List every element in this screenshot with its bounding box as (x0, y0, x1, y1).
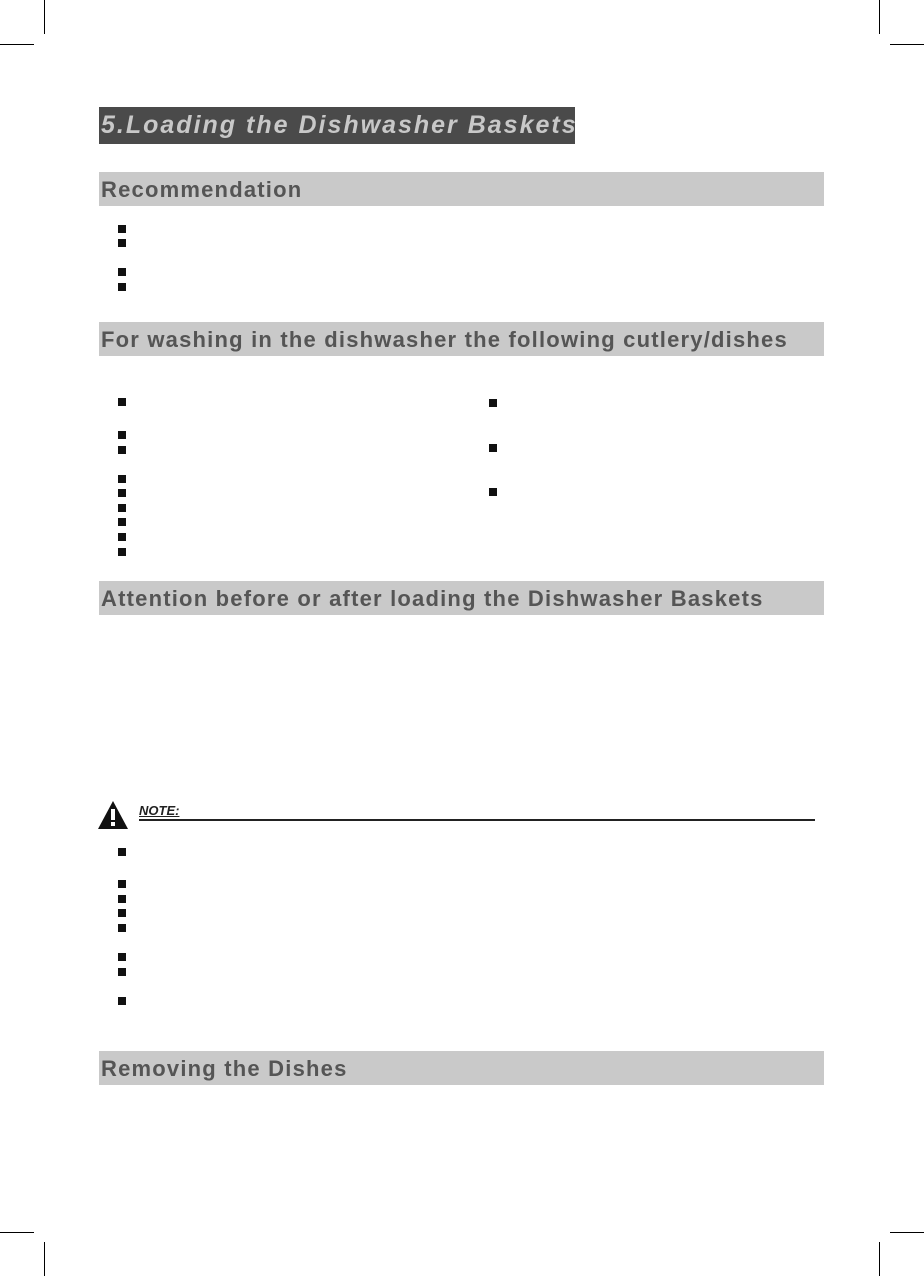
square-bullet-icon (118, 431, 126, 439)
crop-mark (0, 1232, 34, 1233)
square-bullet-icon (118, 880, 126, 888)
square-bullet-icon (118, 504, 126, 512)
note-rule (139, 819, 815, 821)
note-block (97, 800, 817, 830)
crop-mark (890, 44, 924, 45)
square-bullet-icon (118, 997, 126, 1005)
square-bullet-icon (489, 444, 497, 452)
square-bullet-icon (118, 548, 126, 556)
square-bullet-icon (118, 446, 126, 454)
square-bullet-icon (118, 489, 126, 497)
chapter-title: 5.Loading the Dishwasher Baskets (99, 107, 575, 144)
square-bullet-icon (118, 518, 126, 526)
square-bullet-icon (118, 848, 126, 856)
note-label: NOTE: (139, 803, 180, 818)
crop-mark (879, 1242, 880, 1276)
crop-mark (0, 44, 34, 45)
square-bullet-icon (118, 533, 126, 541)
square-bullet-icon (118, 398, 126, 406)
square-bullet-icon (118, 268, 126, 276)
square-bullet-icon (118, 909, 126, 917)
section-heading-attention: Attention before or after loading the Dishwasher Baskets (99, 581, 824, 615)
square-bullet-icon (489, 488, 497, 496)
square-bullet-icon (118, 968, 126, 976)
section-heading-recommendation: Recommendation (99, 172, 824, 206)
square-bullet-icon (118, 953, 126, 961)
square-bullet-icon (489, 399, 497, 407)
square-bullet-icon (118, 239, 126, 247)
crop-mark (879, 0, 880, 34)
square-bullet-icon (118, 924, 126, 932)
square-bullet-icon (118, 475, 126, 483)
crop-mark (44, 1242, 45, 1276)
crop-mark (44, 0, 45, 34)
warning-triangle-icon (97, 800, 129, 830)
section-heading-removing: Removing the Dishes (99, 1051, 824, 1085)
section-heading-for-washing: For washing in the dishwasher the following cutlery/dishes (99, 322, 824, 356)
crop-mark (890, 1232, 924, 1233)
square-bullet-icon (118, 283, 126, 291)
square-bullet-icon (118, 225, 126, 233)
square-bullet-icon (118, 895, 126, 903)
